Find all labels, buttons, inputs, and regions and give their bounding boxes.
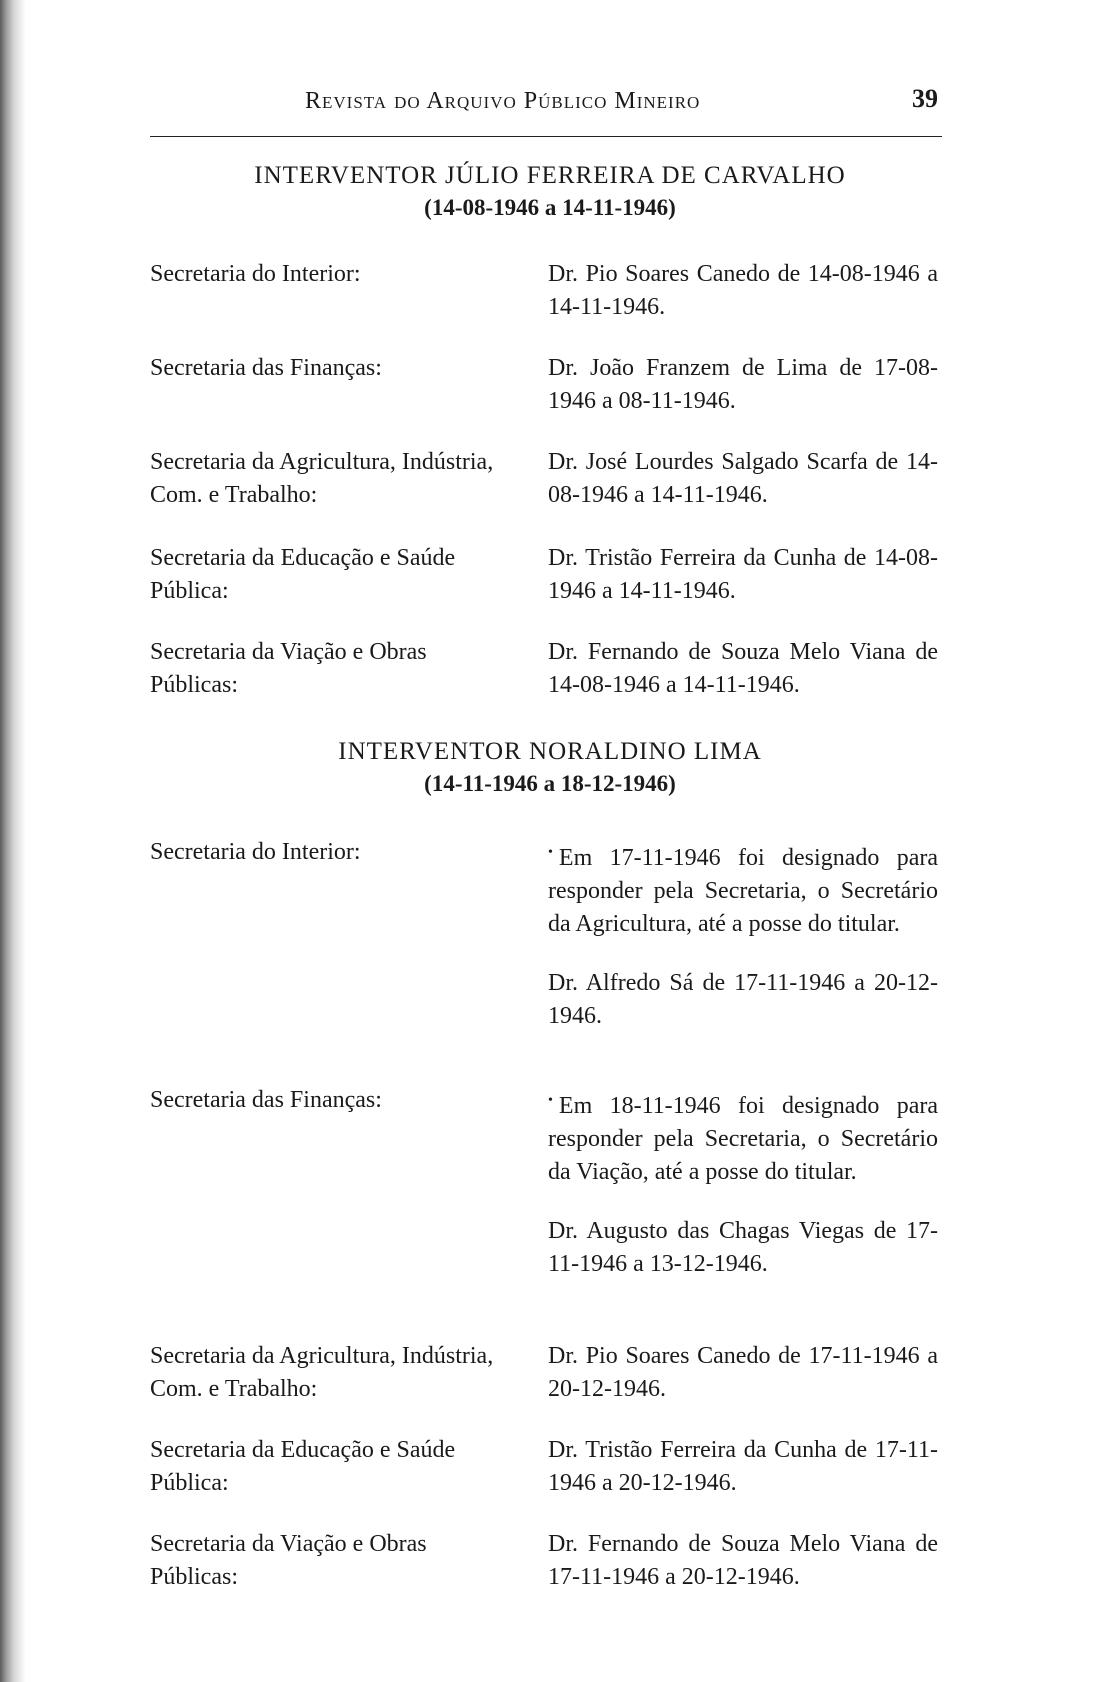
holder-text: Dr. Pio Soares Canedo de 14-08-1946 a 14-11-1946. [548,261,938,320]
holder-text: Dr. Fernando de Souza Melo Viana de 17-11-1946 a 20-12-1946. [548,1531,938,1590]
office-name: Secretaria da Viação e Obras Públicas: [150,639,427,698]
note-bullet-icon: • [548,1093,553,1108]
office-holder [548,1340,938,1406]
office-name: Secretaria da Viação e Obras Públicas: [150,1531,427,1590]
page-number: 39 [912,84,938,113]
office-holder [548,1434,938,1500]
document-page [150,0,950,1682]
holder-text: Dr. João Franzem de Lima de 17-08-1946 a 08-11-1946. [548,355,938,414]
running-header [150,84,950,128]
office-name: Secretaria do Interior: [150,261,361,287]
office-name: Secretaria da Agricultura, Indústria, Com. e Trabalho: [150,1343,494,1402]
section-dates: (14-08-1946 a 14-11-1946) [424,195,676,220]
note-bullet-icon: • [548,845,553,860]
page-binding-edge [0,0,26,1682]
holder-text: Em 17-11-1946 foi designado para responder pela Secretaria, o Secretário da Agricultura, até a posse do titular. [548,845,938,937]
holder-note [548,836,938,941]
office-holder [548,258,938,324]
office-name: Secretaria da Educação e Saúde Pública: [150,1437,456,1496]
office-holder [548,1528,938,1594]
office-holder [548,636,938,702]
holder-text: Dr. Fernando de Souza Melo Viana de 14-08-1946 a 14-11-1946. [548,639,938,698]
office-name: Secretaria das Finanças: [150,355,382,381]
section-title: INTERVENTOR JÚLIO FERREIRA DE CARVALHO [254,162,846,189]
office-holder [548,352,938,418]
office-holder [548,542,938,608]
holder-text: Dr. Alfredo Sá de 17-11-1946 a 20-12-1946. [548,970,938,1029]
section-interventor-noraldino [150,736,950,800]
office-holder [548,446,938,512]
office-holder [548,836,938,1033]
section-interventor-julio [150,160,950,224]
holder-text: Dr. Tristão Ferreira da Cunha de 17-11-1946 a 20-12-1946. [548,1437,938,1496]
section-title: INTERVENTOR NORALDINO LIMA [338,738,762,765]
holder-text: Em 18-11-1946 foi designado para responder pela Secretaria, o Secretário da Viação, até a posse do titular. [548,1093,938,1185]
office-name: Secretaria das Finanças: [150,1087,382,1113]
office-name: Secretaria do Interior: [150,839,361,865]
holder-text: Dr. Pio Soares Canedo de 17-11-1946 a 20-12-1946. [548,1343,938,1402]
holder-text: Dr. Tristão Ferreira da Cunha de 14-08-1946 a 14-11-1946. [548,545,938,604]
office-holder [548,1084,938,1281]
section-dates: (14-11-1946 a 18-12-1946) [424,771,676,796]
holder-note [548,1084,938,1189]
holder-text: Dr. Augusto das Chagas Viegas de 17-11-1946 a 13-12-1946. [548,1218,938,1277]
header-rule [150,136,942,137]
holder-text: Dr. José Lourdes Salgado Scarfa de 14-08-1946 a 14-11-1946. [548,449,938,508]
office-name: Secretaria da Agricultura, Indústria, Com. e Trabalho: [150,449,494,508]
office-name: Secretaria da Educação e Saúde Pública: [150,545,456,604]
journal-title: Revista do Arquivo Público Mineiro [305,88,701,114]
